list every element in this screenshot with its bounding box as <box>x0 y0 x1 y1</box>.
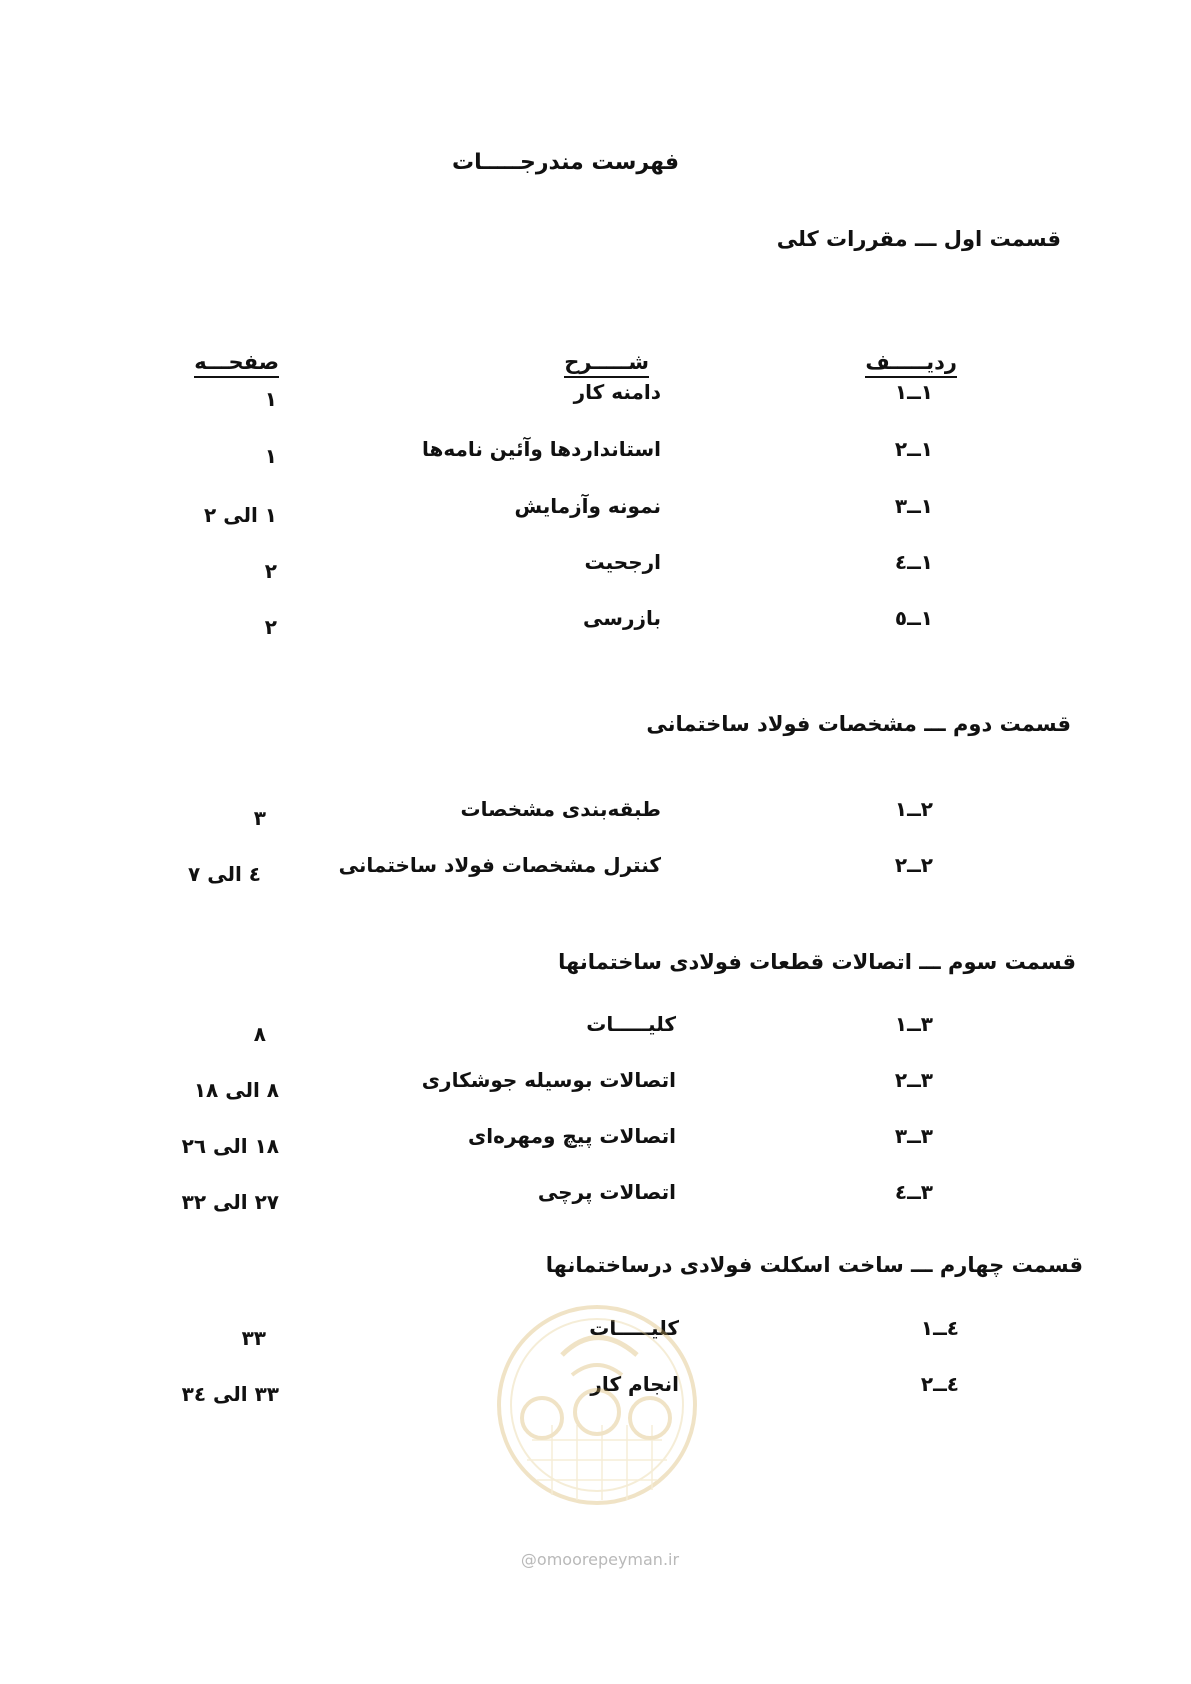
row-number: ۳ــ۳ <box>894 1124 933 1148</box>
row-description: کنترل مشخصات فولاد ساختمانی <box>338 853 661 877</box>
row-number: ۱ــ٤ <box>894 550 933 574</box>
row-description: اتصالات بوسیله جوشکاری <box>421 1068 676 1092</box>
row-page: ۱ الی ۲ <box>204 503 277 527</box>
section-heading-1: قسمت اول ـــ مقررات کلی <box>776 227 1061 251</box>
row-description: اتصالات پرچی <box>537 1180 676 1204</box>
column-header-page: صفحـــه <box>194 350 279 378</box>
row-page: ۳۳ الی ۳٤ <box>181 1382 279 1406</box>
row-page: ۱ <box>264 444 277 468</box>
row-number: ۱ــ۱ <box>894 380 933 404</box>
row-description: نمونه وآزمایش <box>514 494 661 518</box>
row-page: ۸ الی ۱۸ <box>193 1078 279 1102</box>
row-number: ۳ــ۲ <box>894 1068 933 1092</box>
watermark-text: @omoorepeyman.ir <box>520 1550 680 1569</box>
row-number: ۱ــ۳ <box>894 494 933 518</box>
row-number: ۱ــ۲ <box>894 437 933 461</box>
row-number: ۲ــ۱ <box>894 797 933 821</box>
column-header-description: شـــــرح <box>564 350 649 378</box>
section-heading-2: قسمت دوم ـــ مشخصات فولاد ساختمانی <box>646 712 1071 736</box>
section-heading-3: قسمت سوم ـــ اتصالات قطعات فولادی ساختمانها <box>558 950 1076 974</box>
row-number: ٤ــ۲ <box>920 1372 959 1396</box>
row-number: ۳ــ٤ <box>894 1180 933 1204</box>
document-title: فهرست مندرجـــــات <box>452 150 679 175</box>
row-page: ۲ <box>264 615 277 639</box>
row-description: طبقه‌بندی مشخصات <box>460 797 661 821</box>
row-number: ۲ــ۲ <box>894 853 933 877</box>
row-page: ۲۷ الی ۳۲ <box>181 1190 279 1214</box>
row-number: ۳ــ۱ <box>894 1012 933 1036</box>
row-page: ۱۸ الی ۲٦ <box>181 1134 279 1158</box>
row-page: ۲ <box>264 559 277 583</box>
row-description: بازرسی <box>583 606 661 630</box>
row-description: استانداردها وآئین نامه‌ها <box>421 437 661 461</box>
column-header-row: ردیـــــف <box>865 350 957 378</box>
row-page: ۳ <box>253 806 266 830</box>
row-page: ۸ <box>253 1022 266 1046</box>
row-description: انجام کار <box>590 1372 679 1396</box>
row-description: کلیـــــات <box>586 1012 676 1036</box>
row-description: ارجحیت <box>584 550 661 574</box>
row-number: ۱ــ٥ <box>894 606 933 630</box>
row-page: ۳۳ <box>241 1326 266 1350</box>
section-heading-4: قسمت چهارم ـــ ساخت اسکلت فولادی درساختمانها <box>545 1253 1083 1277</box>
row-description: اتصالات پیچ ومهره‌ای <box>467 1124 676 1148</box>
row-page: ۱ <box>264 387 277 411</box>
row-number: ٤ــ۱ <box>920 1316 959 1340</box>
row-description: کلیـــــات <box>589 1316 679 1340</box>
row-page: ٤ الی ۷ <box>188 862 261 886</box>
row-description: دامنه کار <box>573 380 661 404</box>
